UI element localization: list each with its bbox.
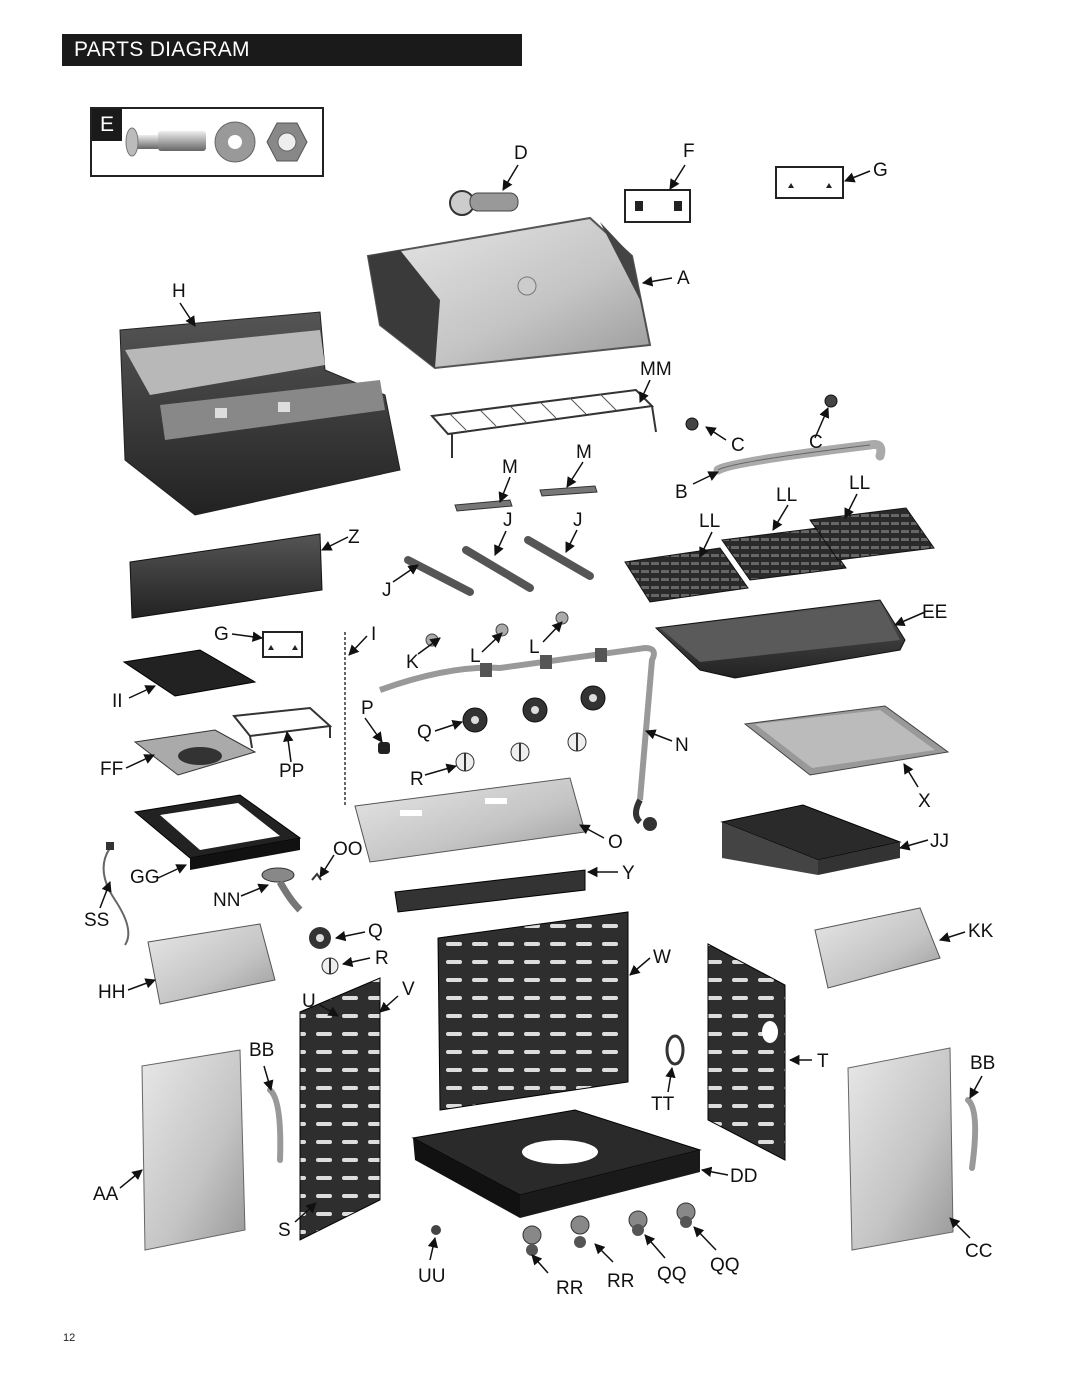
label-ll-1: LL	[776, 485, 798, 506]
label-u: U	[302, 991, 316, 1012]
label-pp: PP	[279, 761, 305, 782]
label-v: V	[402, 979, 415, 1000]
label-g-top: G	[873, 160, 888, 181]
label-a: A	[677, 268, 690, 289]
part-q-r-lower	[309, 927, 338, 974]
part-jj-side-shelf	[722, 805, 900, 875]
part-g-mid-drawing	[263, 632, 302, 657]
part-x-heat-plate	[745, 706, 948, 775]
part-cc-right-door	[848, 1048, 953, 1250]
label-jj: JJ	[930, 831, 949, 852]
label-bb-2: BB	[970, 1053, 996, 1074]
label-n: N	[675, 735, 689, 756]
label-f: F	[683, 141, 695, 162]
label-bb-1: BB	[249, 1040, 275, 1061]
part-h-side-burner-housing	[120, 312, 400, 515]
page-title: PARTS DIAGRAM	[74, 38, 250, 61]
part-dd-bottom-tray	[413, 1110, 700, 1218]
label-ii: II	[112, 691, 123, 712]
part-mm-warming-rack	[432, 390, 656, 458]
label-h: H	[172, 281, 186, 302]
label-ll-3: LL	[699, 511, 721, 532]
part-ll-cooking-grates	[625, 508, 934, 602]
label-c-1: C	[731, 435, 745, 456]
label-r-1: R	[410, 769, 424, 790]
part-hh-lid	[148, 924, 275, 1004]
label-o: O	[608, 832, 623, 853]
label-dd: DD	[730, 1166, 758, 1187]
label-j-2: J	[573, 510, 583, 531]
part-ee-drip-tray	[656, 600, 905, 678]
label-x: X	[918, 791, 931, 812]
part-ff-burner-bowl	[135, 730, 255, 775]
part-nn-side-burner	[262, 868, 300, 910]
inset-tag: E	[92, 109, 122, 141]
part-g-top-drawing	[776, 167, 843, 198]
label-d: D	[514, 143, 528, 164]
label-i: I	[371, 624, 377, 645]
label-k: K	[406, 652, 419, 673]
part-a-lid-drawing	[368, 218, 650, 368]
label-l-2: L	[529, 637, 540, 658]
label-w: W	[653, 947, 671, 968]
part-p-igniter	[378, 742, 390, 754]
label-kk: KK	[968, 921, 994, 942]
label-hh: HH	[98, 982, 126, 1003]
part-q-bezels	[463, 686, 605, 732]
label-oo: OO	[333, 839, 363, 860]
label-rr-1: RR	[556, 1278, 584, 1299]
label-gg: GG	[130, 867, 160, 888]
part-o-control-panel	[355, 778, 585, 862]
part-pp-rack	[234, 708, 330, 748]
label-m-1: M	[502, 457, 518, 478]
label-qq-2: QQ	[710, 1255, 740, 1276]
label-nn: NN	[213, 890, 241, 911]
label-ff: FF	[100, 759, 124, 780]
label-rr-2: RR	[607, 1271, 635, 1292]
page-number: 12	[63, 1332, 76, 1344]
label-t: T	[817, 1051, 829, 1072]
label-z: Z	[348, 527, 360, 548]
label-s: S	[278, 1220, 291, 1241]
part-d-drawing	[450, 191, 518, 215]
label-uu: UU	[418, 1266, 446, 1287]
label-mm: MM	[640, 359, 672, 380]
label-cc: CC	[965, 1241, 993, 1262]
label-y: Y	[622, 863, 635, 884]
label-j-3: J	[382, 580, 392, 601]
label-ee: EE	[922, 602, 948, 623]
part-w-back-panel	[438, 912, 628, 1110]
part-aa-left-door	[142, 1050, 245, 1250]
label-j-1: J	[503, 510, 513, 531]
part-y-bracket	[395, 870, 585, 912]
label-ss: SS	[84, 910, 110, 931]
label-tt: TT	[651, 1094, 675, 1115]
part-gg-burner-frame	[135, 795, 300, 870]
label-ll-2: LL	[849, 473, 871, 494]
part-uu	[431, 1225, 441, 1235]
part-m-heat-shields	[455, 486, 597, 511]
part-tt-ring	[667, 1036, 683, 1064]
part-s-left-side	[300, 978, 380, 1240]
label-g-mid: G	[214, 624, 229, 645]
part-z-panel	[130, 534, 322, 618]
part-f-drawing	[625, 190, 690, 222]
part-t-right-side	[708, 944, 785, 1160]
label-c-2: C	[809, 432, 823, 453]
part-kk-panel	[815, 908, 940, 988]
label-aa: AA	[93, 1184, 119, 1205]
label-b: B	[675, 482, 688, 503]
part-ii-side-grate	[124, 650, 255, 696]
label-q-2: Q	[368, 921, 383, 942]
part-c-caps	[686, 395, 837, 430]
label-p: P	[361, 698, 374, 719]
label-q-1: Q	[417, 722, 432, 743]
label-m-2: M	[576, 442, 592, 463]
part-oo-clip	[312, 874, 321, 880]
part-r-knobs	[456, 733, 586, 771]
label-qq-1: QQ	[657, 1264, 687, 1285]
part-rr-qq-casters	[523, 1203, 695, 1256]
label-l-1: L	[470, 646, 481, 667]
label-r-2: R	[375, 948, 389, 969]
